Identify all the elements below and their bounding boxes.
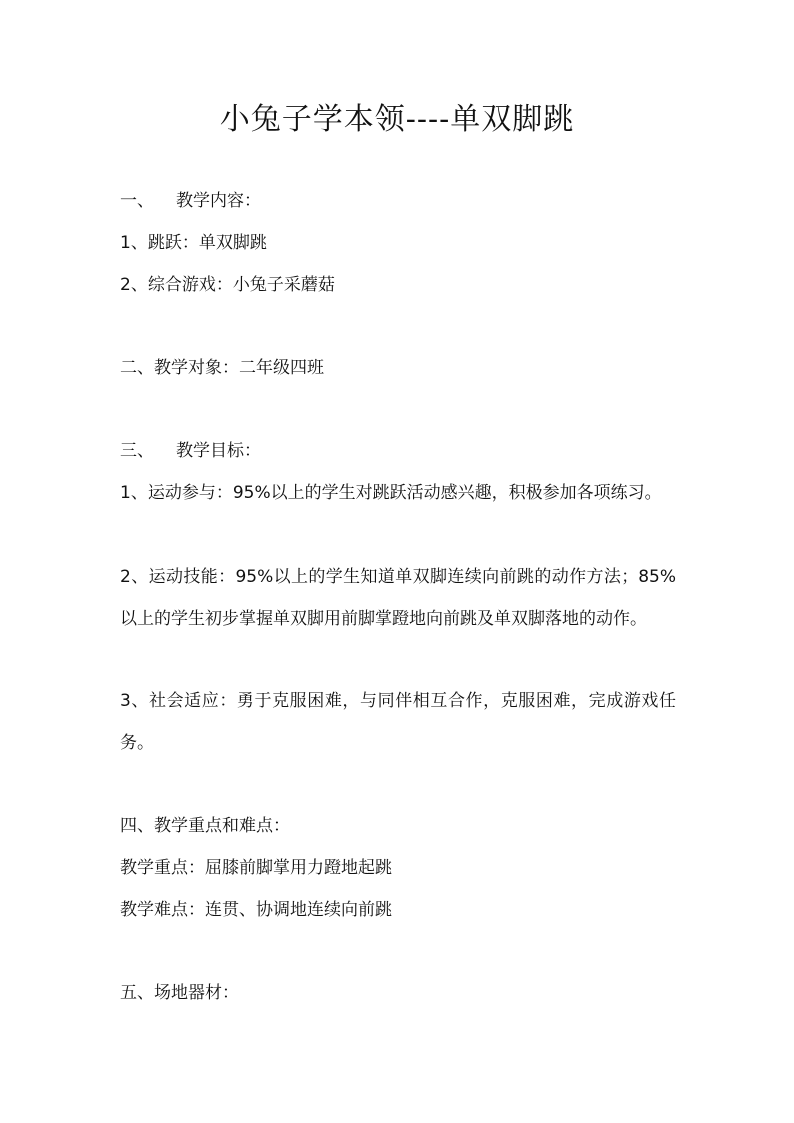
section-number: 一、 — [120, 191, 154, 211]
section-heading-venue-equipment: 五、场地器材： — [120, 983, 239, 1003]
section-heading-teaching-content — [120, 188, 261, 214]
list-item: 1、运动参与：95%以上的学生对跳跃活动感兴趣，积极参加各项练习。 — [120, 483, 662, 503]
section-heading-teaching-target: 二、教学对象：二年级四班 — [120, 358, 324, 378]
section-number: 三、 — [120, 441, 154, 461]
list-item: 教学重点：屈膝前脚掌用力蹬地起跳 — [120, 858, 392, 878]
section-heading-key-points: 四、教学重点和难点： — [120, 816, 290, 836]
list-item: 2、运动技能：95%以上的学生知道单双脚连续向前跳的动作方法；85%以上的学生初步掌握单双脚用前脚掌蹬地向前跳及单双脚落地的动作。 — [120, 567, 676, 629]
section-heading-teaching-goals — [120, 438, 261, 464]
section-heading-text: 教学内容： — [176, 191, 261, 211]
list-item: 3、社会适应：勇于克服困难，与同伴相互合作，克服困难，完成游戏任务。 — [120, 691, 676, 753]
list-item: 1、跳跃：单双脚跳 — [120, 233, 267, 253]
list-item: 教学难点：连贯、协调地连续向前跳 — [120, 900, 392, 920]
list-item: 2、综合游戏：小兔子采蘑菇 — [120, 275, 335, 295]
document-title: 小兔子学本领----单双脚跳 — [219, 102, 575, 137]
section-heading-text: 教学目标： — [176, 441, 261, 461]
